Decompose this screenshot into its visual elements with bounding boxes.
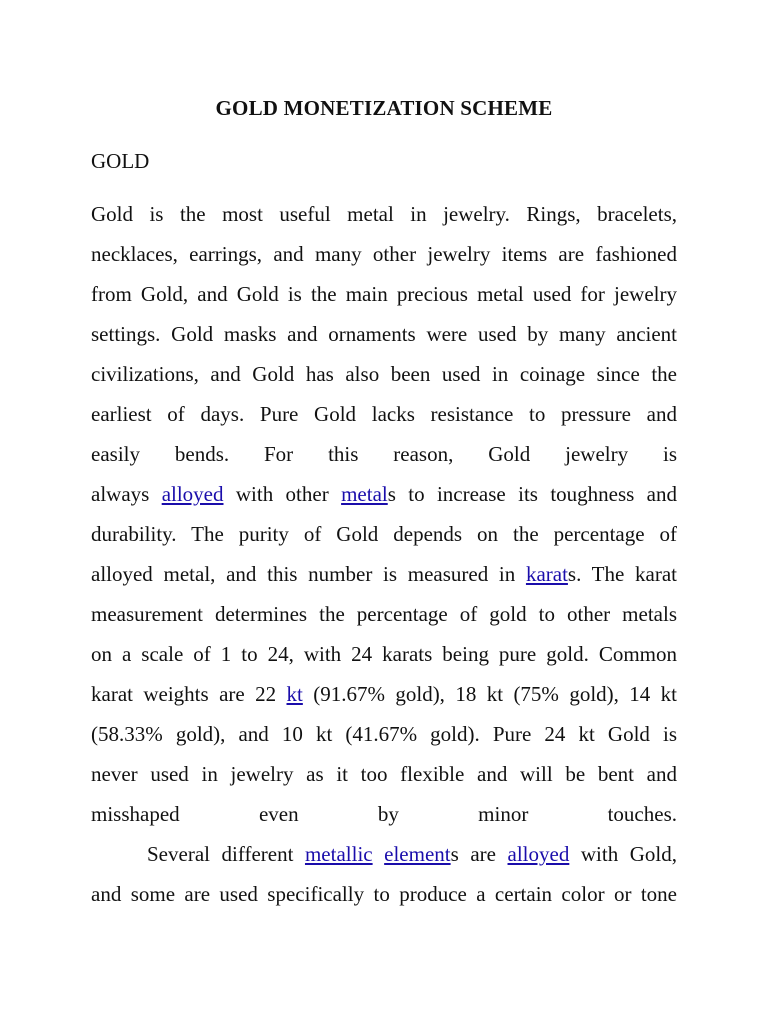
link-metal[interactable]: metal xyxy=(341,482,388,506)
text-line: durability. The purity of Gold depends on the percentage of xyxy=(91,522,677,546)
link-alloyed[interactable]: alloyed xyxy=(161,482,224,506)
text-line: never used in jewelry as it too flexible and will be bent and xyxy=(91,762,677,786)
link-kt[interactable]: kt xyxy=(286,682,303,706)
text-line: (58.33% gold), and 10 kt (41.67% gold). Pure 24 kt Gold is xyxy=(91,722,677,746)
text-line xyxy=(91,474,677,514)
section-heading: GOLD xyxy=(91,149,150,173)
link-metallic[interactable]: metallic xyxy=(304,842,373,866)
text-run: alloyed metal, and this number is measured in xyxy=(91,562,526,586)
text-line: measurement determines the percentage of gold to other metals xyxy=(91,602,677,626)
text-run: with other xyxy=(223,482,342,506)
text-run: (91.67% gold), 18 kt (75% gold), 14 kt xyxy=(302,682,678,706)
text-line xyxy=(91,834,677,874)
text-run xyxy=(373,842,385,866)
text-run: karat weights are 22 xyxy=(91,682,287,706)
text-line: easily bends. For this reason, Gold jewelry is xyxy=(91,442,677,466)
text-line: earliest of days. Pure Gold lacks resistance to pressure and xyxy=(91,402,677,426)
text-run: Several different xyxy=(147,842,305,866)
text-line: Gold is the most useful metal in jewelry. Rings, bracelets, xyxy=(91,202,677,226)
text-run: always xyxy=(91,482,162,506)
text-line xyxy=(91,674,677,714)
text-line: misshaped even by minor touches. xyxy=(91,802,677,826)
text-run: s. The karat xyxy=(567,562,677,586)
text-run: s to increase its toughness and xyxy=(387,482,678,506)
link-karat[interactable]: karat xyxy=(525,562,568,586)
link-element[interactable]: element xyxy=(384,842,451,866)
text-line: and some are used specifically to produce a certain color or tone xyxy=(91,882,677,906)
text-line: on a scale of 1 to 24, with 24 karats being pure gold. Common xyxy=(91,642,677,666)
text-run: s are xyxy=(450,842,508,866)
text-line: civilizations, and Gold has also been used in coinage since the xyxy=(91,362,677,386)
text-run: with Gold, xyxy=(569,842,677,866)
document-title: GOLD MONETIZATION SCHEME xyxy=(215,96,553,120)
text-line: settings. Gold masks and ornaments were used by many ancient xyxy=(91,322,677,346)
link-alloyed-2[interactable]: alloyed xyxy=(507,842,570,866)
text-line xyxy=(91,554,677,594)
text-line: necklaces, earrings, and many other jewelry items are fashioned xyxy=(91,242,677,266)
text-line: from Gold, and Gold is the main precious metal used for jewelry xyxy=(91,282,677,306)
